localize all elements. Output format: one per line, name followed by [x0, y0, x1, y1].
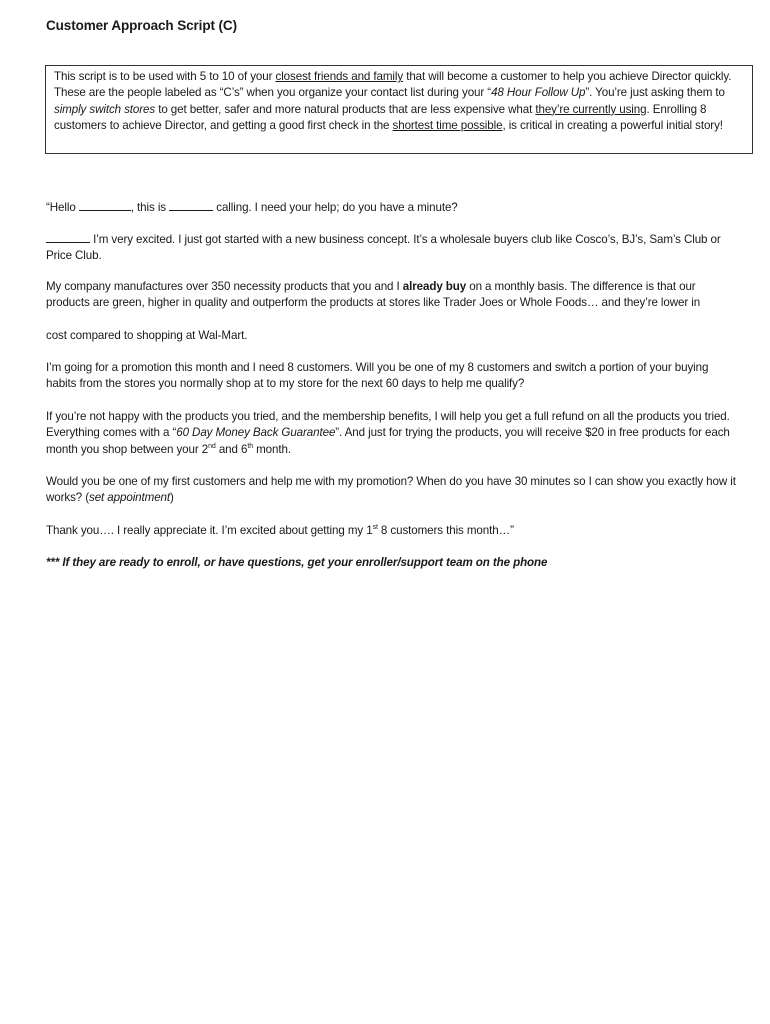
script-text: ”. And just for trying the products, you will receive $20 in free products for each month you shop between your 2: [46, 426, 730, 456]
script-text: Would you be one of my first customers and help me with my promotion? When do you have 30 minutes so I can show you exactly how it works? (: [46, 475, 736, 505]
intro-instructions-box: [45, 65, 753, 154]
script-appointment-paragraph: [46, 474, 740, 507]
document-title: Customer Approach Script (C): [46, 18, 237, 33]
script-text: month.: [252, 442, 291, 456]
script-text: , this is: [130, 201, 170, 214]
intro-text: This script is to be used with 5 to 10 of your: [54, 70, 276, 83]
enroll-note: *** If they are ready to enroll, or have questions, get your enroller/support team on the phone: [46, 556, 548, 569]
intro-underlined-text: closest friends and family: [275, 70, 404, 83]
intro-text: , is critical in creating a powerful initial story!: [502, 119, 723, 133]
script-promotion-paragraph: I’m going for a promotion this month and I need 8 customers. Will you be one of my 8 customers and switch a portion of your buying habits from the stores you normally shop at to my store for the next 60 days to help me qualify?: [46, 361, 709, 391]
script-text: and 6: [215, 442, 248, 456]
name-blank: [79, 199, 131, 211]
intro-italic-text: simply switch stores: [54, 102, 156, 116]
script-greeting: [46, 199, 740, 216]
script-text: ): [170, 491, 174, 505]
script-text: calling. I need your help; do you have a minute?: [213, 201, 458, 214]
script-text: I’m very excited. I just got started with a new business concept. It’s a wholesale buyers club like Cosco’s, BJ’s, Sam’s Club or Price Club.: [46, 233, 721, 263]
script-text: My company manufactures over 350 necessity products that you and I: [46, 280, 403, 293]
script-italic-text: 60 Day Money Back Guarantee: [176, 426, 336, 440]
ordinal-superscript: nd: [208, 442, 216, 450]
script-text: Thank you…. I really appreciate it. I’m excited about getting my 1: [46, 524, 373, 537]
script-thanks-paragraph: [46, 523, 740, 539]
script-text: 8 customers this month…”: [377, 524, 514, 537]
script-text: on a monthly basis. The difference is that our products are green, higher in quality and outperform the products at stores like Trader Joes or Whole Foods… and they’re lower in: [46, 280, 701, 310]
script-bold-text: already buy: [402, 280, 467, 293]
intro-italic-text: 48 Hour Follow Up: [491, 86, 586, 100]
ordinal-superscript: st: [372, 524, 378, 532]
script-intro-paragraph: [46, 231, 740, 265]
intro-underlined-text: shortest time possible: [392, 119, 503, 133]
name-blank: [46, 231, 90, 243]
script-guarantee-paragraph: [46, 409, 740, 458]
ordinal-superscript: th: [247, 442, 253, 450]
intro-underlined-text: they’re currently using: [535, 102, 647, 116]
script-text: “Hello: [46, 201, 79, 214]
script-text: If you’re not happy with the products you tried, and the membership benefits, I will help you get a full refund on all the products you tried. Everything comes with a “: [46, 410, 730, 440]
script-products-paragraph: [46, 279, 740, 312]
intro-text: to get better, safer and more natural products that are less expensive what: [155, 102, 536, 116]
intro-text: that will become a customer to help you achieve Director quickly. These are the people labeled as “C’s” when you organize your contact list during your “: [54, 70, 732, 100]
intro-text: ”. You’re just asking them to: [585, 86, 725, 100]
intro-text: . Enrolling 8 customers to achieve Director, and getting a good first check in the: [54, 102, 707, 133]
script-italic-text: set appointment: [89, 491, 171, 505]
script-cost-paragraph: cost compared to shopping at Wal-Mart.: [46, 329, 248, 342]
caller-name-blank: [169, 199, 213, 211]
